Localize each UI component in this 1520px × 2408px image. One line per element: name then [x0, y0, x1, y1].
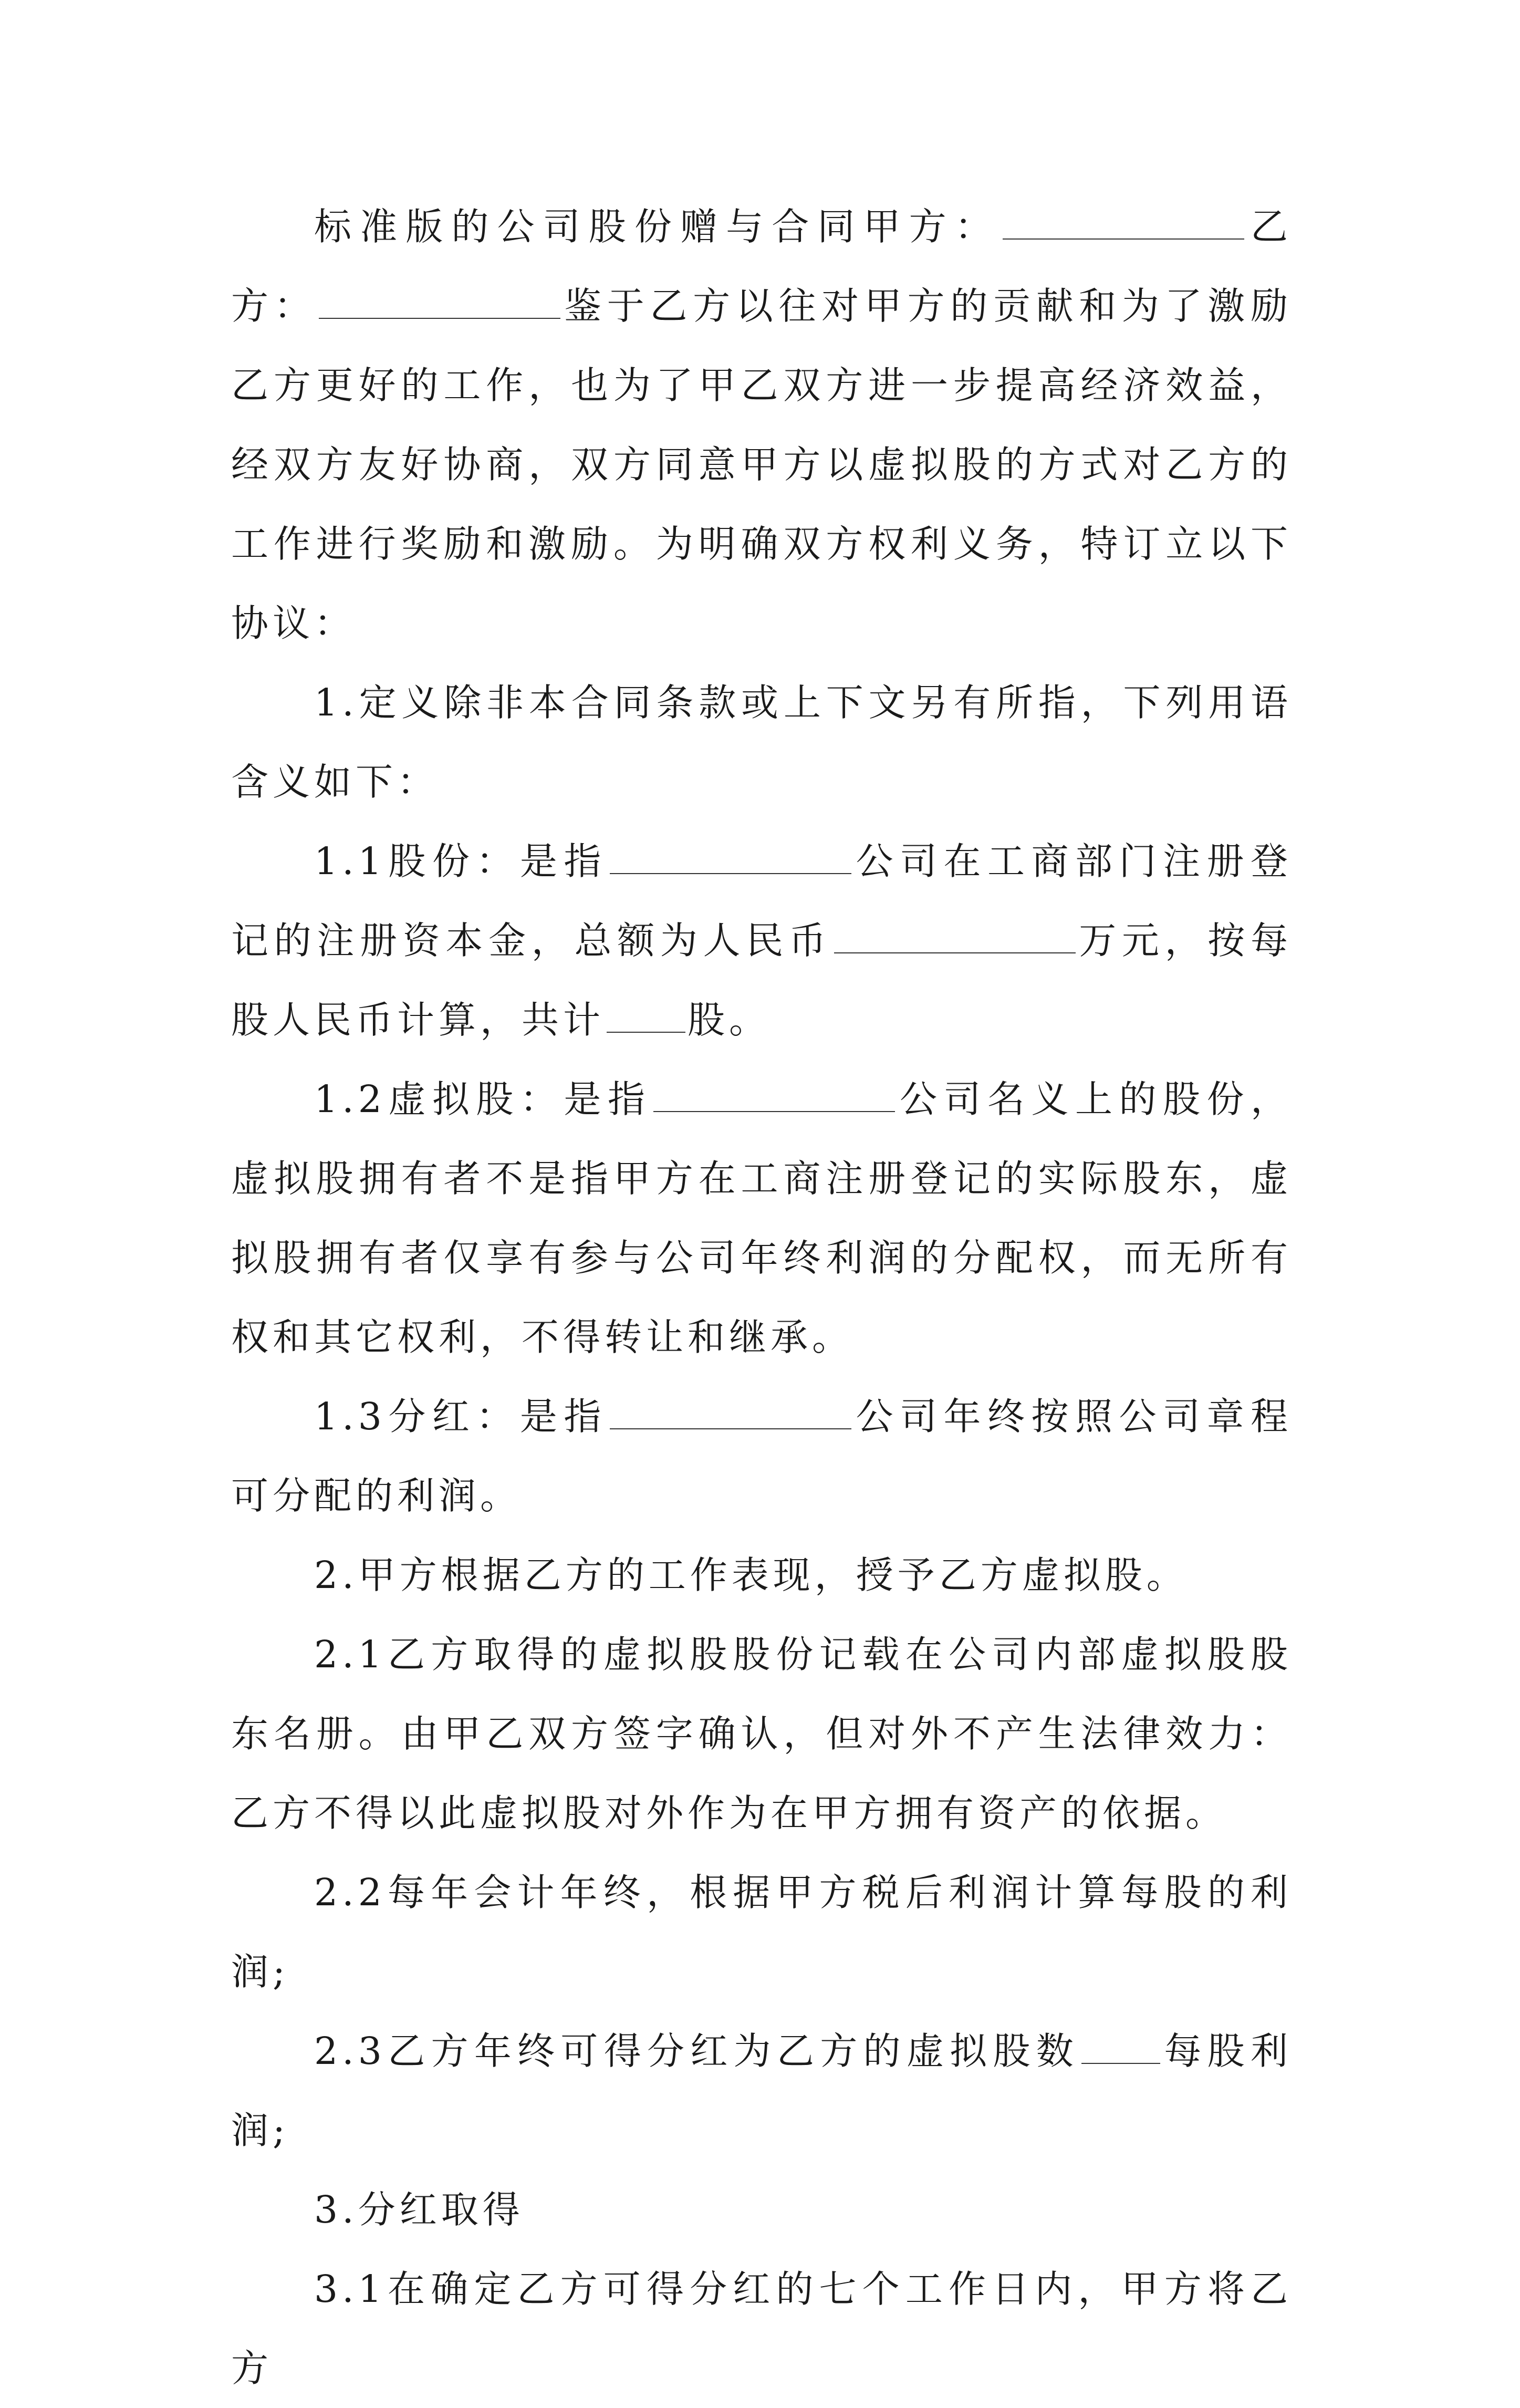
clause-1-1-label: 1.1股份：是指 [314, 839, 608, 883]
paragraph-intro [231, 187, 1292, 663]
paragraph-definitions: 1.定义除非本合同条款或上下文另有所指，下列用语含义如下： [231, 681, 1292, 804]
paragraph-1-3-dividend [231, 1377, 1292, 1535]
paragraph-1-1-shares [231, 822, 1292, 1060]
intro-text: 鉴于乙方以往对甲方的贡献和为了激励乙方更好的工作，也为了甲乙双方进一步提高经济效益，经双方友好协商，双方同意甲方以虚拟股的方式对乙方的工作进行奖励和激励。为明确双方权利义务，特订立以下协议： [231, 284, 1292, 645]
paragraph-1-2-virtual-shares [231, 1060, 1292, 1377]
paragraph-3: 3.分红取得 [314, 2188, 524, 2231]
clause-1-1-end: 股。 [688, 998, 771, 1042]
clause-2-3-text: 2.3乙方年终可得分红为乙方的虚拟股数 [314, 2029, 1080, 2073]
share-count-blank[interactable] [607, 1031, 685, 1033]
clause-1-2-text: 公司名义上的股份，虚拟股拥有者不是指甲方在工商注册登记的实际股东，虚拟股拥有者仅享有参与公司年终利润的分配权，而无所有权和其它权利，不得转让和继承。 [231, 1077, 1292, 1359]
clause-1-2-label: 1.2虚拟股：是指 [314, 1077, 652, 1121]
clause-2-3-end: 每股利润; [231, 2029, 1292, 2152]
virtual-share-count-blank[interactable] [1081, 2062, 1160, 2064]
contract-title-party-a-label: 标准版的公司股份赠与合同甲方： [314, 205, 1001, 248]
company-name-blank-3[interactable] [610, 1428, 851, 1429]
company-name-blank-2[interactable] [653, 1110, 895, 1112]
clause-1-3-text: 公司年终按照公司章程可分配的利润。 [231, 1395, 1292, 1518]
clause-1-3-label: 1.3分红：是指 [314, 1395, 608, 1438]
company-name-blank[interactable] [610, 873, 851, 874]
clause-1-1-text-2: 万元，按每股人民币计算，共计 [231, 919, 1292, 1042]
paragraph-2-2: 2.2每年会计年终，根据甲方税后利润计算每股的利润; [231, 1871, 1292, 1994]
party-b-blank[interactable] [319, 317, 560, 319]
paragraph-3-1: 3.1在确定乙方可得分红的七个工作日内，甲方将乙方 [231, 2267, 1292, 2390]
paragraph-2-3 [231, 2011, 1292, 2170]
party-b-label: 乙方： [231, 205, 1292, 328]
capital-amount-blank[interactable] [834, 952, 1076, 953]
paragraph-2: 2.甲方根据乙方的工作表现，授予乙方虚拟股。 [314, 1553, 1188, 1597]
clause-1-1-text: 公司在工商部门注册登记的注册资本金，总额为人民币 [231, 839, 1292, 962]
contract-body [231, 187, 1292, 2408]
party-a-blank[interactable] [1003, 238, 1244, 240]
paragraph-2-1: 2.1乙方取得的虚拟股股份记载在公司内部虚拟股股东名册。由甲乙双方签字确认，但对外不产生法律效力：乙方不得以此虚拟股对外作为在甲方拥有资产的依据。 [231, 1633, 1292, 1835]
